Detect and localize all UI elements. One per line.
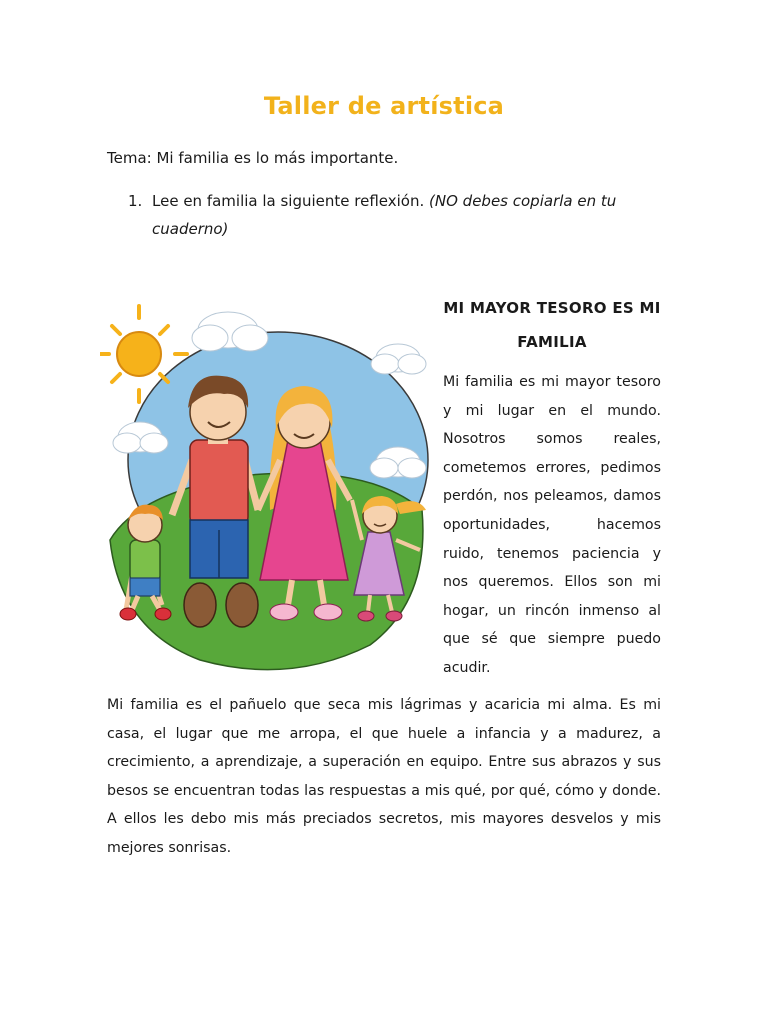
cloud-icon xyxy=(371,344,426,374)
instruction-item xyxy=(128,187,628,243)
topic-line: Tema: Mi familia es lo más importante. xyxy=(107,149,399,167)
list-number: 1. xyxy=(128,192,143,210)
family-illustration xyxy=(100,300,435,675)
instruction-main: Lee en familia la siguiente reflexión. xyxy=(152,192,430,210)
cloud-icon xyxy=(192,312,268,351)
instruction-note: (NO debes copiarla en tu cuaderno) xyxy=(152,192,617,238)
instruction-text xyxy=(152,187,628,243)
body-paragraph: Mi familia es el pañuelo que seca mis lágrimas y acaricia mi alma. Es mi casa, el lugar que me arropa, el que huele a infancia y a madurez, a crecimiento, a aprendizaje, a superación en equipo. Entre sus abrazos y sus besos se encuentran todas las respuestas a mis qué, por qué, cómo y donde. A ellos les debo mis más preciados secretos, mis mayores desvelos y mis mejores sonrisas. xyxy=(107,697,661,856)
family-drawing xyxy=(100,300,435,675)
poem-text: Mi familia es mi mayor tesoro y mi lugar en el mundo. Nosotros somos reales, cometemos errores, pedimos perdón, nos peleamos, damos oportunidades, hacemos ruido, tenemos paciencia y nos queremos. Ellos son mi hogar, un rincón inmenso al que sé que siempre puedo acudir. xyxy=(443,374,661,676)
page-title: Taller de artística xyxy=(263,92,505,120)
poem-title: MI MAYOR TESORO ES MI FAMILIA xyxy=(443,299,661,351)
